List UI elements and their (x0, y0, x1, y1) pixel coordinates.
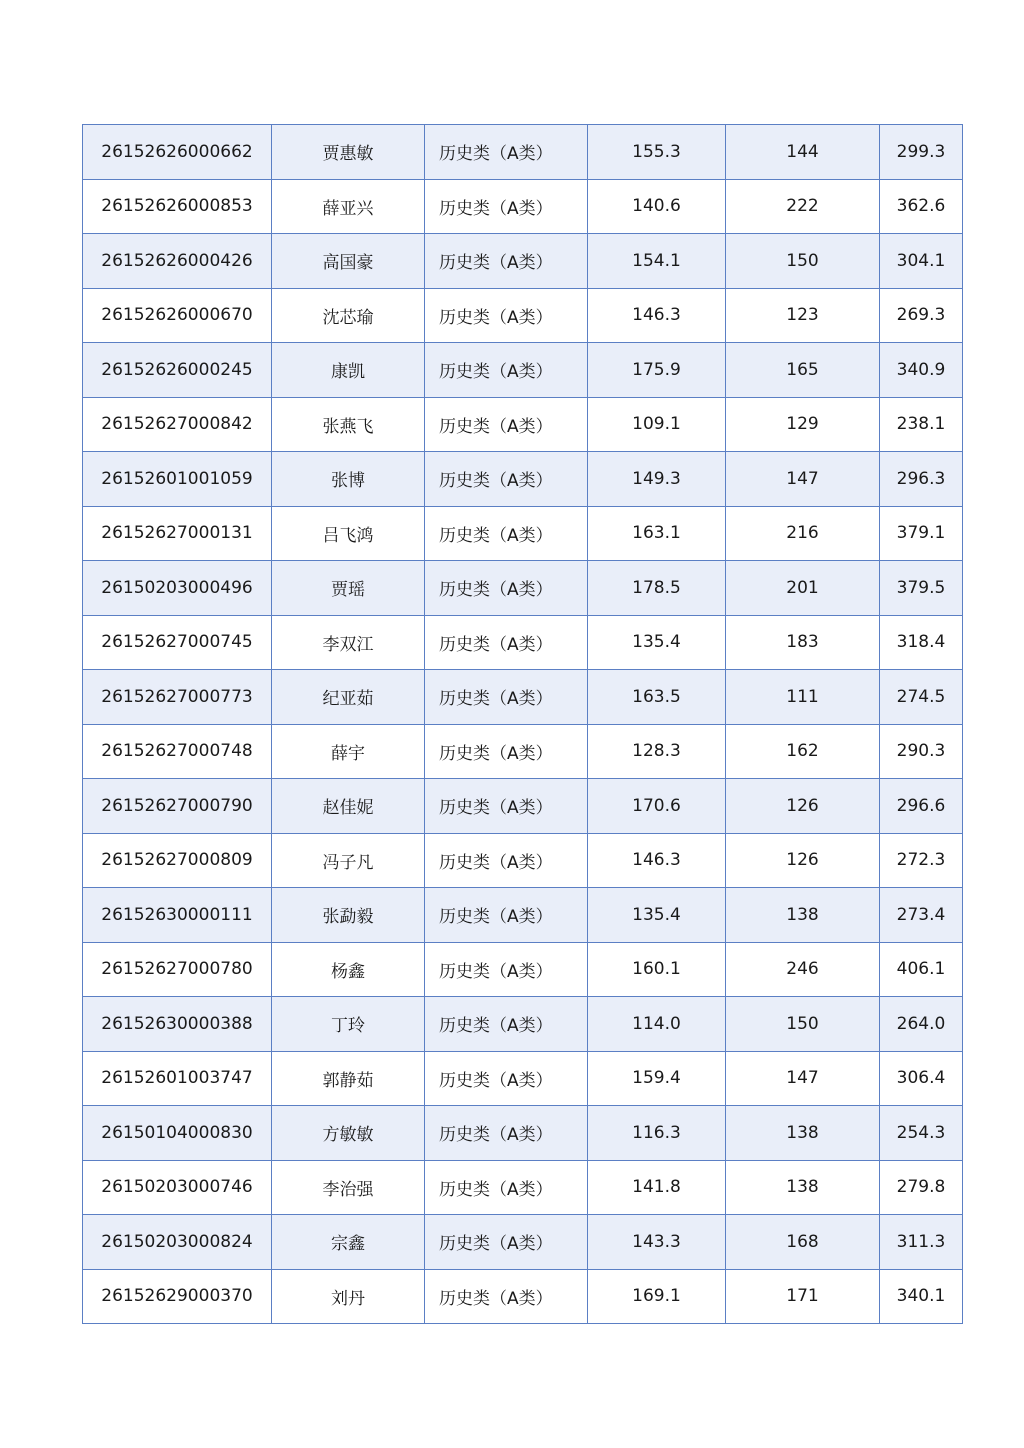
table-row (83, 615, 963, 670)
score-1-cell: 116.3 (588, 1106, 726, 1161)
name-cell: 刘丹 (272, 1269, 425, 1324)
total-score-cell: 279.8 (880, 1160, 963, 1215)
category-cell: 历史类（A类） (425, 1269, 588, 1324)
table-row (83, 179, 963, 234)
candidate-id-cell: 26152626000426 (83, 234, 272, 289)
candidate-id-cell: 26152630000111 (83, 888, 272, 943)
category-cell: 历史类（A类） (425, 452, 588, 507)
category-cell: 历史类（A类） (425, 561, 588, 616)
name-cell: 张燕飞 (272, 397, 425, 452)
score-1-cell: 146.3 (588, 288, 726, 343)
name-cell: 高国豪 (272, 234, 425, 289)
table-row (83, 888, 963, 943)
total-score-cell: 272.3 (880, 833, 963, 888)
name-cell: 郭静茹 (272, 1051, 425, 1106)
score-2-cell: 165 (726, 343, 880, 398)
score-2-cell: 168 (726, 1215, 880, 1270)
score-1-cell: 149.3 (588, 452, 726, 507)
category-cell: 历史类（A类） (425, 1106, 588, 1161)
candidate-id-cell: 26152626000662 (83, 125, 272, 180)
name-cell: 杨鑫 (272, 942, 425, 997)
candidate-id-cell: 26150203000496 (83, 561, 272, 616)
score-2-cell: 147 (726, 452, 880, 507)
name-cell: 贾瑶 (272, 561, 425, 616)
score-2-cell: 138 (726, 1160, 880, 1215)
candidate-id-cell: 26152627000809 (83, 833, 272, 888)
category-cell: 历史类（A类） (425, 234, 588, 289)
category-cell: 历史类（A类） (425, 397, 588, 452)
table-row (83, 234, 963, 289)
total-score-cell: 379.1 (880, 506, 963, 561)
score-1-cell: 155.3 (588, 125, 726, 180)
total-score-cell: 254.3 (880, 1106, 963, 1161)
table-row (83, 125, 963, 180)
total-score-cell: 306.4 (880, 1051, 963, 1106)
table-row (83, 1106, 963, 1161)
category-cell: 历史类（A类） (425, 506, 588, 561)
category-cell: 历史类（A类） (425, 724, 588, 779)
total-score-cell: 340.9 (880, 343, 963, 398)
total-score-cell: 269.3 (880, 288, 963, 343)
score-1-cell: 169.1 (588, 1269, 726, 1324)
candidate-id-cell: 26152601003747 (83, 1051, 272, 1106)
score-1-cell: 163.5 (588, 670, 726, 725)
category-cell: 历史类（A类） (425, 1051, 588, 1106)
document-page (82, 124, 946, 1324)
score-2-cell: 123 (726, 288, 880, 343)
total-score-cell: 304.1 (880, 234, 963, 289)
total-score-cell: 318.4 (880, 615, 963, 670)
name-cell: 贾惠敏 (272, 125, 425, 180)
score-2-cell: 183 (726, 615, 880, 670)
table-row (83, 343, 963, 398)
total-score-cell: 296.6 (880, 779, 963, 834)
category-cell: 历史类（A类） (425, 888, 588, 943)
total-score-cell: 274.5 (880, 670, 963, 725)
score-2-cell: 147 (726, 1051, 880, 1106)
score-1-cell: 114.0 (588, 997, 726, 1052)
name-cell: 赵佳妮 (272, 779, 425, 834)
score-1-cell: 109.1 (588, 397, 726, 452)
score-1-cell: 128.3 (588, 724, 726, 779)
total-score-cell: 406.1 (880, 942, 963, 997)
category-cell: 历史类（A类） (425, 615, 588, 670)
table-row (83, 1160, 963, 1215)
total-score-cell: 299.3 (880, 125, 963, 180)
total-score-cell: 273.4 (880, 888, 963, 943)
score-table-body (83, 125, 963, 1324)
category-cell: 历史类（A类） (425, 779, 588, 834)
score-2-cell: 216 (726, 506, 880, 561)
category-cell: 历史类（A类） (425, 288, 588, 343)
score-1-cell: 170.6 (588, 779, 726, 834)
name-cell: 张博 (272, 452, 425, 507)
score-1-cell: 141.8 (588, 1160, 726, 1215)
table-row (83, 1269, 963, 1324)
total-score-cell: 290.3 (880, 724, 963, 779)
name-cell: 康凯 (272, 343, 425, 398)
candidate-id-cell: 26152627000780 (83, 942, 272, 997)
name-cell: 冯子凡 (272, 833, 425, 888)
score-2-cell: 201 (726, 561, 880, 616)
total-score-cell: 362.6 (880, 179, 963, 234)
score-2-cell: 222 (726, 179, 880, 234)
name-cell: 吕飞鸿 (272, 506, 425, 561)
table-row (83, 670, 963, 725)
candidate-id-cell: 26152627000790 (83, 779, 272, 834)
score-2-cell: 126 (726, 779, 880, 834)
table-row (83, 506, 963, 561)
score-1-cell: 143.3 (588, 1215, 726, 1270)
name-cell: 李双江 (272, 615, 425, 670)
score-1-cell: 178.5 (588, 561, 726, 616)
category-cell: 历史类（A类） (425, 997, 588, 1052)
table-row (83, 942, 963, 997)
score-1-cell: 163.1 (588, 506, 726, 561)
name-cell: 丁玲 (272, 997, 425, 1052)
score-table (82, 124, 963, 1324)
score-1-cell: 154.1 (588, 234, 726, 289)
table-row (83, 452, 963, 507)
category-cell: 历史类（A类） (425, 833, 588, 888)
score-1-cell: 135.4 (588, 888, 726, 943)
name-cell: 薛亚兴 (272, 179, 425, 234)
candidate-id-cell: 26152626000245 (83, 343, 272, 398)
candidate-id-cell: 26150104000830 (83, 1106, 272, 1161)
category-cell: 历史类（A类） (425, 179, 588, 234)
total-score-cell: 296.3 (880, 452, 963, 507)
score-1-cell: 175.9 (588, 343, 726, 398)
score-2-cell: 138 (726, 1106, 880, 1161)
name-cell: 方敏敏 (272, 1106, 425, 1161)
score-2-cell: 111 (726, 670, 880, 725)
name-cell: 纪亚茹 (272, 670, 425, 725)
category-cell: 历史类（A类） (425, 942, 588, 997)
score-1-cell: 135.4 (588, 615, 726, 670)
category-cell: 历史类（A类） (425, 1160, 588, 1215)
score-2-cell: 126 (726, 833, 880, 888)
category-cell: 历史类（A类） (425, 125, 588, 180)
table-row (83, 1051, 963, 1106)
total-score-cell: 264.0 (880, 997, 963, 1052)
candidate-id-cell: 26152626000853 (83, 179, 272, 234)
name-cell: 张勐毅 (272, 888, 425, 943)
candidate-id-cell: 26152627000745 (83, 615, 272, 670)
table-row (83, 1215, 963, 1270)
total-score-cell: 340.1 (880, 1269, 963, 1324)
table-row (83, 833, 963, 888)
total-score-cell: 311.3 (880, 1215, 963, 1270)
table-row (83, 397, 963, 452)
score-2-cell: 150 (726, 997, 880, 1052)
score-2-cell: 144 (726, 125, 880, 180)
score-1-cell: 160.1 (588, 942, 726, 997)
candidate-id-cell: 26152626000670 (83, 288, 272, 343)
name-cell: 宗鑫 (272, 1215, 425, 1270)
score-1-cell: 146.3 (588, 833, 726, 888)
name-cell: 薛宇 (272, 724, 425, 779)
score-2-cell: 138 (726, 888, 880, 943)
table-row (83, 561, 963, 616)
category-cell: 历史类（A类） (425, 343, 588, 398)
total-score-cell: 238.1 (880, 397, 963, 452)
score-2-cell: 246 (726, 942, 880, 997)
score-2-cell: 162 (726, 724, 880, 779)
category-cell: 历史类（A类） (425, 1215, 588, 1270)
name-cell: 沈芯瑜 (272, 288, 425, 343)
candidate-id-cell: 26152627000842 (83, 397, 272, 452)
name-cell: 李治强 (272, 1160, 425, 1215)
candidate-id-cell: 26152601001059 (83, 452, 272, 507)
table-row (83, 779, 963, 834)
score-1-cell: 159.4 (588, 1051, 726, 1106)
total-score-cell: 379.5 (880, 561, 963, 616)
candidate-id-cell: 26150203000824 (83, 1215, 272, 1270)
table-row (83, 288, 963, 343)
table-row (83, 997, 963, 1052)
score-2-cell: 129 (726, 397, 880, 452)
score-2-cell: 150 (726, 234, 880, 289)
score-1-cell: 140.6 (588, 179, 726, 234)
candidate-id-cell: 26152627000773 (83, 670, 272, 725)
candidate-id-cell: 26152627000131 (83, 506, 272, 561)
table-row (83, 724, 963, 779)
candidate-id-cell: 26152629000370 (83, 1269, 272, 1324)
score-2-cell: 171 (726, 1269, 880, 1324)
category-cell: 历史类（A类） (425, 670, 588, 725)
candidate-id-cell: 26152630000388 (83, 997, 272, 1052)
candidate-id-cell: 26152627000748 (83, 724, 272, 779)
candidate-id-cell: 26150203000746 (83, 1160, 272, 1215)
